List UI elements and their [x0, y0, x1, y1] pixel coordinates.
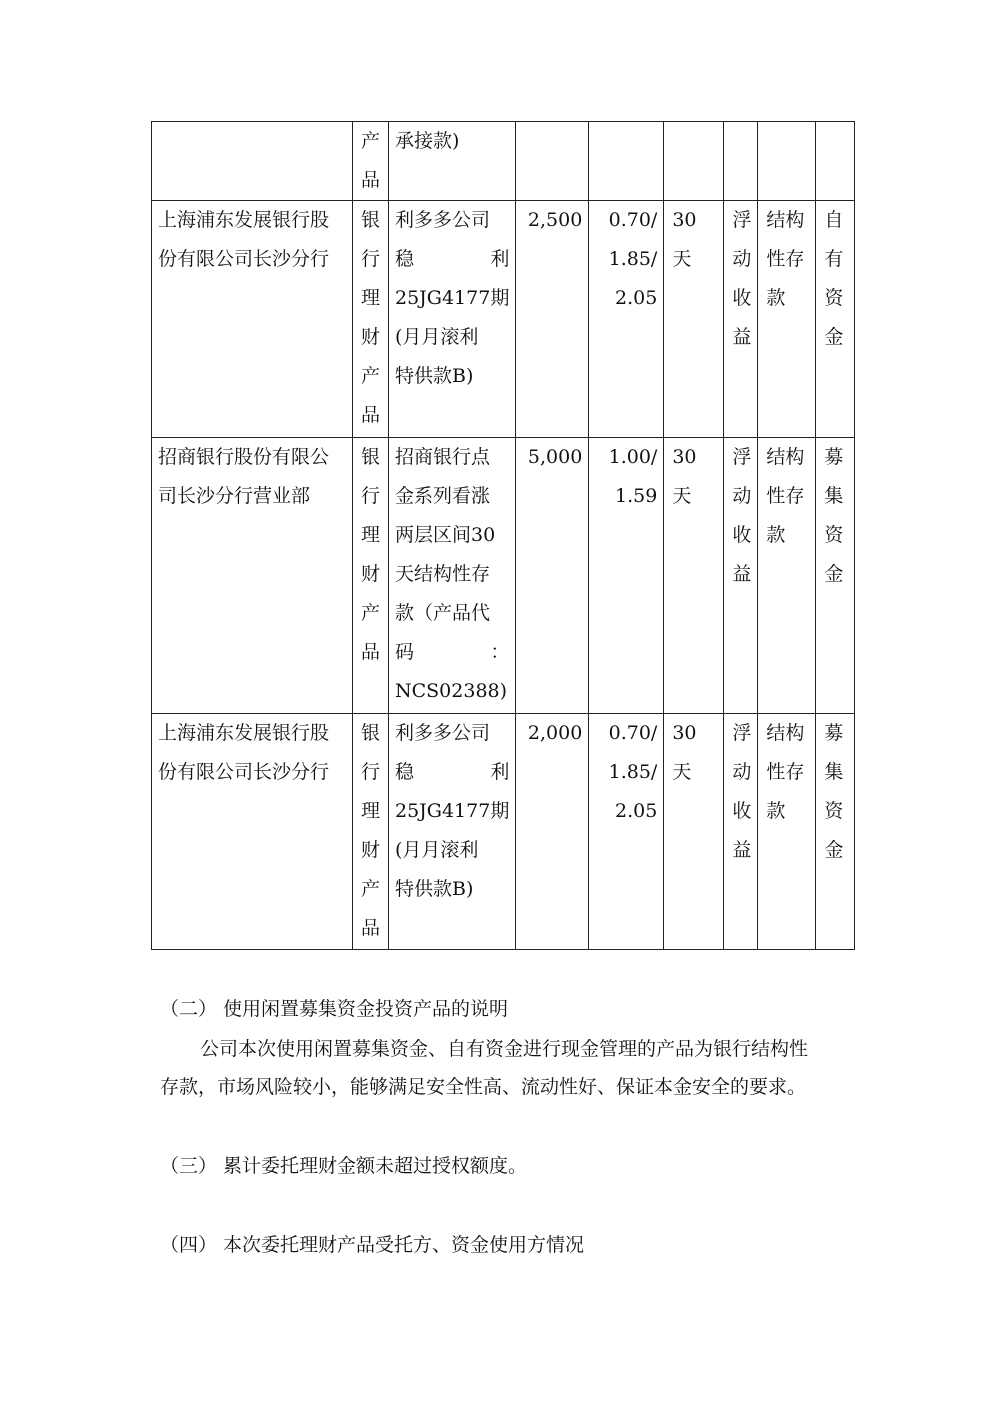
cell-line: 动: [732, 248, 752, 270]
cell-line: 资: [824, 287, 844, 309]
cell-line: 银: [361, 209, 381, 231]
cell-line: 财: [361, 326, 381, 348]
cell-product: [389, 201, 516, 438]
cell-line: 性存: [766, 485, 805, 507]
cell-income: [724, 122, 758, 201]
cell-line: 2,000: [527, 722, 583, 744]
cell-type: [353, 122, 389, 201]
cell-type: [353, 714, 389, 950]
cell-amount: [516, 714, 589, 950]
cell-product: [389, 122, 516, 201]
cell-line: 上海浦东发展银行股: [158, 209, 330, 231]
cell-source: [816, 438, 855, 714]
section-4-heading: （四） 本次委托理财产品受托方、资金使用方情况: [160, 1234, 585, 1256]
cell-income: [724, 201, 758, 438]
cell-line: 金: [824, 563, 844, 585]
cell-line: 结构: [766, 209, 805, 231]
cell-trustee: [152, 714, 353, 950]
cell-line: 品: [361, 169, 381, 191]
section-2-heading: （二） 使用闲置募集资金投资产品的说明: [160, 998, 509, 1020]
table-row: [152, 122, 855, 201]
cell-line: 募: [824, 722, 844, 744]
cell-line: 动: [732, 485, 752, 507]
cell-line: 承接款): [395, 130, 460, 152]
cell-line: 自: [824, 209, 844, 231]
cell-line: 0.70/: [608, 722, 658, 744]
cell-line: 1.85/: [608, 248, 658, 270]
cell-line: 收: [732, 800, 752, 822]
cell-line: 5,000: [527, 446, 583, 468]
cell-line: 1.00/: [608, 446, 658, 468]
cell-term: [664, 438, 724, 714]
cell-source: [816, 122, 855, 201]
cell-line: 产: [361, 602, 381, 624]
cell-line: 2.05: [615, 800, 658, 822]
cell-line: 两层区间30: [395, 524, 496, 546]
cell-line: 招商银行股份有限公: [158, 446, 330, 468]
cell-line: 品: [361, 404, 381, 426]
cell-source: [816, 714, 855, 950]
cell-line: 利多多公司: [395, 209, 491, 231]
cell-line: 天: [672, 761, 692, 783]
cell-income: [724, 714, 758, 950]
cell-line: 财: [361, 839, 381, 861]
cell-line: 份有限公司长沙分行: [158, 761, 330, 783]
cell-structure: [758, 438, 816, 714]
cell-line: 财: [361, 563, 381, 585]
cell-type: [353, 438, 389, 714]
wealth-product-table: [151, 121, 855, 950]
cell-product: [389, 714, 516, 950]
cell-line: 招商银行点: [395, 446, 491, 468]
cell-line: 理: [361, 524, 381, 546]
cell-line: 稳 利: [395, 761, 510, 783]
cell-line: 司长沙分行营业部: [158, 485, 311, 507]
cell-line: 0.70/: [608, 209, 658, 231]
cell-line: 25JG4177期: [395, 800, 510, 822]
cell-line: NCS02388): [395, 680, 508, 702]
cell-line: 2,500: [527, 209, 583, 231]
cell-line: 浮: [732, 446, 752, 468]
cell-line: 银: [361, 722, 381, 744]
cell-line: 理: [361, 287, 381, 309]
cell-structure: [758, 201, 816, 438]
cell-line: 行: [361, 761, 381, 783]
cell-rate: [589, 438, 664, 714]
cell-line: 结构: [766, 722, 805, 744]
cell-line: 行: [361, 485, 381, 507]
cell-term: [664, 714, 724, 950]
cell-line: 款: [766, 524, 786, 546]
cell-rate: [589, 201, 664, 438]
cell-product: [389, 438, 516, 714]
cell-line: 稳 利: [395, 248, 510, 270]
cell-line: 浮: [732, 722, 752, 744]
cell-line: 品: [361, 641, 381, 663]
cell-line: 收: [732, 287, 752, 309]
cell-line: 品: [361, 917, 381, 939]
cell-trustee: [152, 122, 353, 201]
cell-line: 行: [361, 248, 381, 270]
cell-line: (月月滚利: [395, 839, 479, 861]
cell-line: 性存: [766, 761, 805, 783]
cell-line: 资: [824, 800, 844, 822]
cell-line: 金系列看涨: [395, 485, 491, 507]
section-3-heading: （三） 累计委托理财金额未超过授权额度。: [160, 1155, 528, 1177]
cell-line: 天: [672, 485, 692, 507]
cell-line: 性存: [766, 248, 805, 270]
cell-line: (月月滚利: [395, 326, 479, 348]
cell-line: 资: [824, 524, 844, 546]
cell-line: 产: [361, 130, 381, 152]
cell-line: 动: [732, 761, 752, 783]
cell-line: 集: [824, 485, 844, 507]
cell-source: [816, 201, 855, 438]
cell-line: 金: [824, 839, 844, 861]
table-row: [152, 438, 855, 714]
cell-line: 款: [766, 287, 786, 309]
cell-line: 利多多公司: [395, 722, 491, 744]
cell-line: 收: [732, 524, 752, 546]
section-2-text-line-1: 公司本次使用闲置募集资金、自有资金进行现金管理的产品为银行结构性: [200, 1038, 809, 1060]
cell-line: 理: [361, 800, 381, 822]
section-2-text-line-2: 存款，市场风险较小，能够满足安全性高、流动性好、保证本金安全的要求。: [160, 1076, 807, 1098]
table-row: [152, 201, 855, 438]
cell-income: [724, 438, 758, 714]
cell-line: 金: [824, 326, 844, 348]
cell-line: 天结构性存: [395, 563, 491, 585]
cell-line: 特供款B): [395, 878, 474, 900]
cell-line: 25JG4177期: [395, 287, 510, 309]
cell-line: 30: [672, 722, 697, 744]
cell-line: 特供款B): [395, 365, 474, 387]
cell-line: 产: [361, 878, 381, 900]
cell-line: 浮: [732, 209, 752, 231]
cell-line: 款（产品代: [395, 602, 491, 624]
cell-term: [664, 122, 724, 201]
cell-line: 1.85/: [608, 761, 658, 783]
cell-line: 益: [732, 326, 752, 348]
cell-line: 30: [672, 209, 697, 231]
cell-line: 有: [824, 248, 844, 270]
table-row: [152, 714, 855, 950]
cell-line: 产: [361, 365, 381, 387]
cell-line: 集: [824, 761, 844, 783]
cell-structure: [758, 714, 816, 950]
cell-line: 结构: [766, 446, 805, 468]
cell-rate: [589, 122, 664, 201]
cell-line: 份有限公司长沙分行: [158, 248, 330, 270]
cell-line: 1.59: [615, 485, 658, 507]
cell-line: 上海浦东发展银行股: [158, 722, 330, 744]
cell-term: [664, 201, 724, 438]
cell-amount: [516, 201, 589, 438]
cell-line: 款: [766, 800, 786, 822]
cell-trustee: [152, 201, 353, 438]
cell-amount: [516, 438, 589, 714]
cell-structure: [758, 122, 816, 201]
cell-line: 益: [732, 563, 752, 585]
cell-line: 益: [732, 839, 752, 861]
cell-trustee: [152, 438, 353, 714]
cell-rate: [589, 714, 664, 950]
cell-line: 银: [361, 446, 381, 468]
cell-line: 募: [824, 446, 844, 468]
cell-type: [353, 201, 389, 438]
cell-line: 码 ：: [395, 641, 510, 663]
cell-line: 2.05: [615, 287, 658, 309]
cell-line: 30: [672, 446, 697, 468]
cell-amount: [516, 122, 589, 201]
cell-line: 天: [672, 248, 692, 270]
